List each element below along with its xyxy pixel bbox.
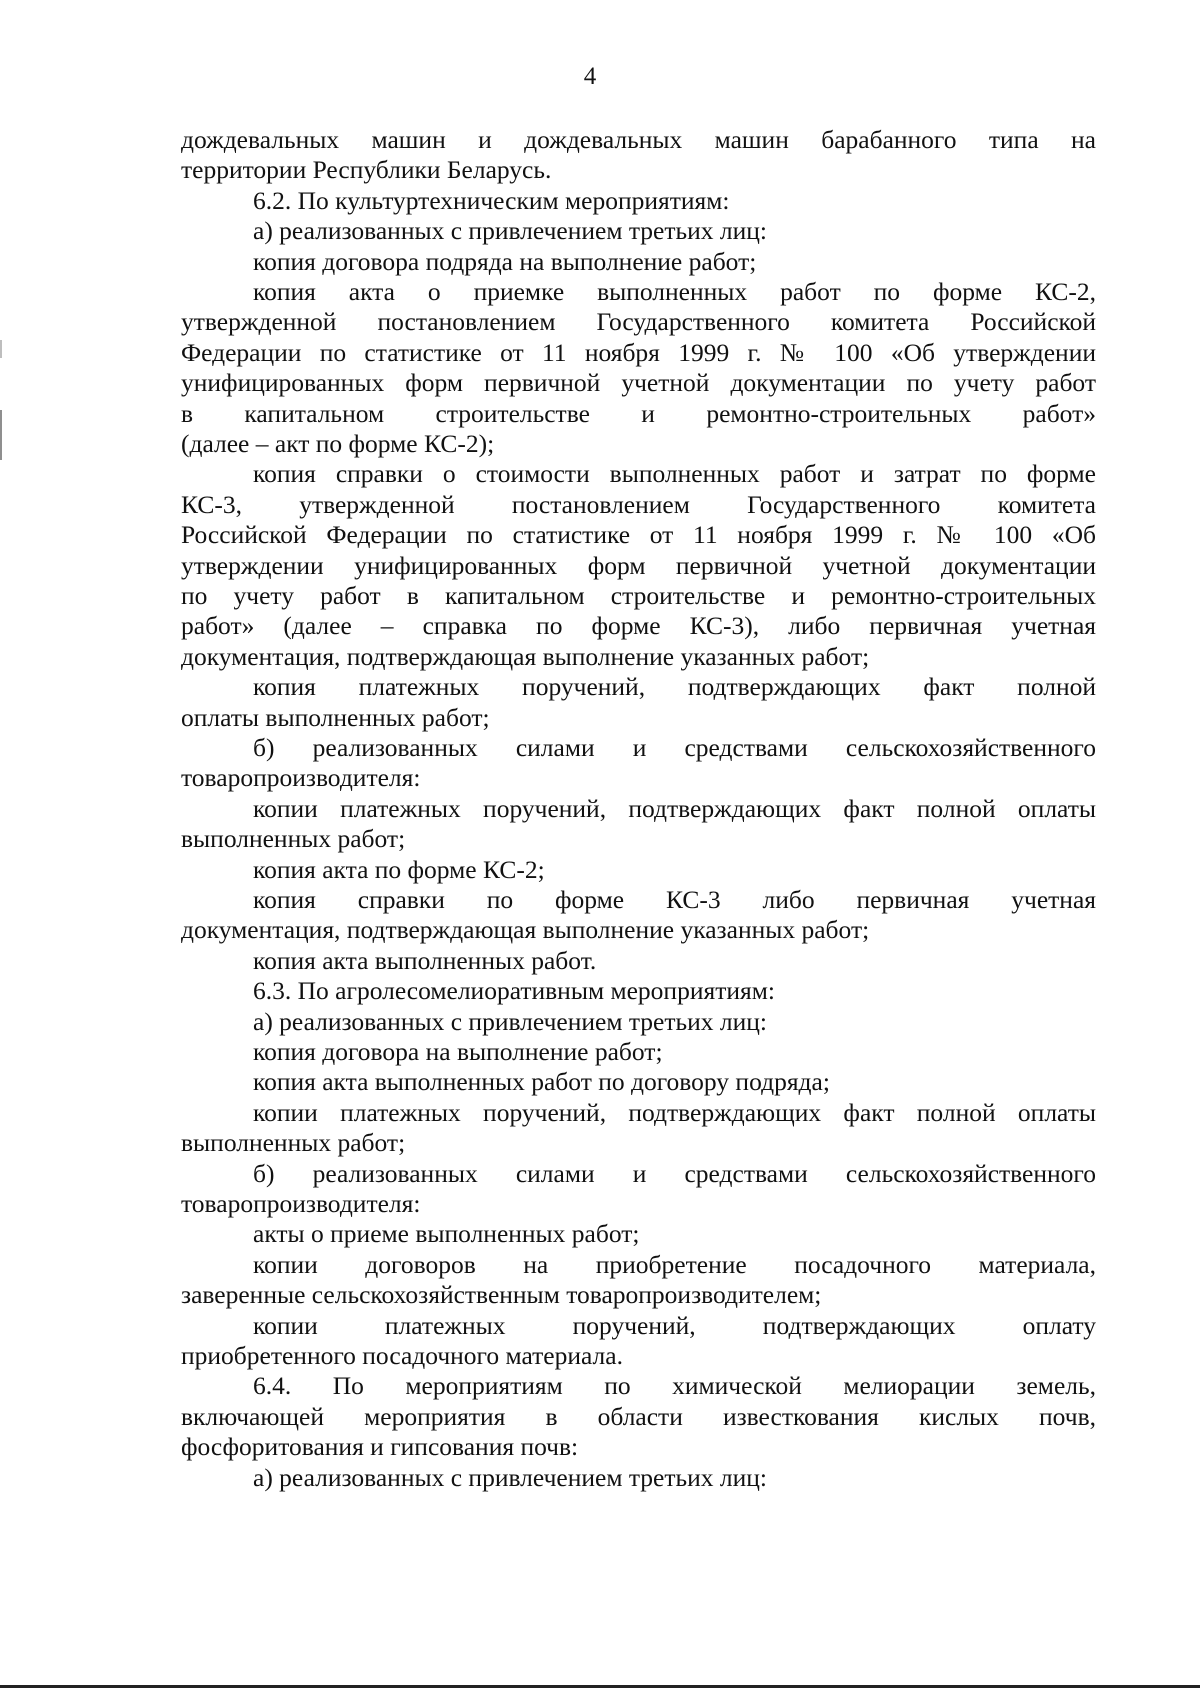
text-line: включающей мероприятия в области известкования кислых почв,: [181, 1401, 1096, 1431]
text-line: а) реализованных с привлечением третьих лиц:: [253, 1006, 768, 1036]
text-line: в капитальном строительстве и ремонтно-строительных работ»: [181, 398, 1096, 428]
text-line: КС-3, утвержденной постановлением Государственного комитета: [181, 489, 1096, 519]
text-line: выполненных работ;: [181, 1128, 406, 1158]
text-line: копии договоров на приобретение посадочного материала,: [253, 1249, 1096, 1279]
text-line: заверенные сельскохозяйственным товаропроизводителем;: [181, 1280, 822, 1310]
text-line: копии платежных поручений, подтверждающих факт полной оплаты: [253, 793, 1096, 823]
text-line: копия справки о стоимости выполненных работ и затрат по форме: [253, 459, 1096, 489]
text-line: приобретенного посадочного материала.: [181, 1341, 623, 1370]
text-line: Российской Федерации по статистике от 11 ноября 1999 г. № 100 «Об: [181, 520, 1096, 550]
text-line: копия платежных поручений, подтверждающих факт полной: [253, 672, 1096, 702]
scan-bottom-edge: [0, 1685, 1200, 1688]
text-line: Федерации по статистике от 11 ноября 1999 г. № 100 «Об утверждении: [181, 337, 1096, 367]
text-line: 6.3. По агролесомелиоративным мероприятиям:: [253, 976, 775, 1006]
text-line: б) реализованных силами и средствами сельскохозяйственного: [253, 733, 1096, 762]
text-line: дождевальных машин и дождевальных машин барабанного типа на: [181, 125, 1096, 154]
text-line: оплаты выполненных работ;: [181, 702, 490, 732]
text-line: товаропроизводителя:: [181, 1189, 421, 1218]
page-number: 4: [583, 63, 597, 90]
text-line: утверждении унифицированных форм первичной учетной документации: [181, 550, 1096, 580]
text-line: а) реализованных с привлечением третьих лиц:: [253, 1462, 768, 1492]
text-line: копия акта выполненных работ по договору подряда;: [253, 1067, 830, 1097]
text-line: по учету работ в капитальном строительстве и ремонтно-строительных: [181, 581, 1096, 610]
scan-margin-mark: [0, 410, 2, 460]
text-line: 6.2. По культуртехническим мероприятиям:: [253, 185, 730, 215]
text-line: выполненных работ;: [181, 824, 406, 854]
text-line: 6.4. По мероприятиям по химической мелиорации земель,: [253, 1371, 1096, 1401]
text-line: (далее – акт по форме КС-2);: [181, 429, 495, 458]
text-line: товаропроизводителя:: [181, 763, 421, 793]
text-line: копия договора подряда на выполнение работ;: [253, 246, 757, 276]
text-line: фосфоритования и гипсования почв:: [181, 1432, 579, 1462]
text-line: акты о приеме выполненных работ;: [253, 1219, 640, 1249]
text-line: б) реализованных силами и средствами сельскохозяйственного: [253, 1158, 1096, 1188]
text-line: копии платежных поручений, подтверждающих факт полной оплаты: [253, 1097, 1096, 1127]
text-line: копия акта выполненных работ.: [253, 945, 597, 975]
text-line: документация, подтверждающая выполнение указанных работ;: [181, 641, 870, 671]
text-line: копия акта о приемке выполненных работ по форме КС-2,: [253, 277, 1096, 306]
text-line: а) реализованных с привлечением третьих лиц:: [253, 216, 768, 246]
text-line: работ» (далее – справка по форме КС-3), либо первичная учетная: [181, 611, 1096, 641]
text-line: унифицированных форм первичной учетной документации по учету работ: [181, 368, 1096, 398]
text-line: утвержденной постановлением Государственного комитета Российской: [181, 307, 1096, 337]
text-line: копия справки по форме КС-3 либо первичная учетная: [253, 885, 1096, 914]
text-line: копии платежных поручений, подтверждающих оплату: [253, 1310, 1096, 1340]
text-line: территории Республики Беларусь.: [181, 155, 552, 185]
text-line: копия договора на выполнение работ;: [253, 1037, 663, 1066]
text-line: документация, подтверждающая выполнение указанных работ;: [181, 915, 870, 945]
text-line: копия акта по форме КС-2;: [253, 854, 545, 884]
scan-margin-mark: [0, 340, 2, 358]
